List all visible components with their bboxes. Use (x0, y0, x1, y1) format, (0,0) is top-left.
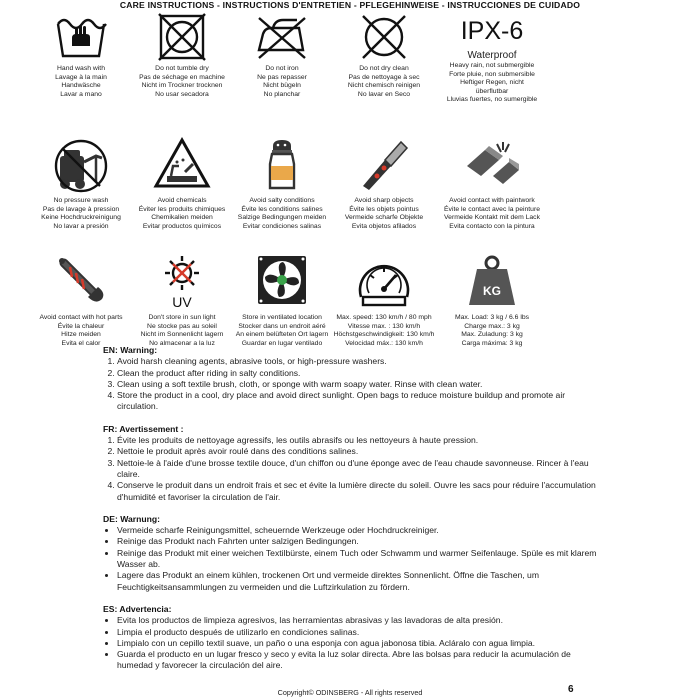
copyright-footer: Copyright© ODINSBERG - All rights reserved (277, 688, 423, 697)
avoid-paintwork-icon (463, 136, 521, 194)
list-item: • Vermeide scharfe Reinigungsmittel, scheuernde Werkzeuge oder Hochdruckreiniger. (117, 525, 603, 536)
list-item: • Evita los productos de limpieza agresivos, las herramientas abrasivas y las lavadoras de alta presión. (117, 615, 603, 626)
warning-list (103, 525, 603, 593)
list-item: • Reinige das Produkt nach Fahrten unter salzigen Bedingungen. (117, 536, 603, 547)
no-dry-clean-cell (331, 12, 437, 99)
max-speed-icon (355, 253, 413, 311)
warning-section-de (103, 514, 603, 593)
list-item: 4. Store the product in a cool, dry place and avoid direct sunlight. Open bags to reduce moisture buildup and promote air circulation. (117, 390, 603, 413)
no-iron-cell (229, 12, 335, 99)
no-sunlight-caption: Don't store in sun light Ne stocke pas au soleil Nicht im Sonnenlicht lagern No almacenar a la luz (140, 314, 224, 347)
list-item: 3. Nettoie-le à l'aide d'une brosse textile douce, d'un chiffon ou d'une éponge avec de l'eau chaude savonneuse. Rincer à l'eau claire. (117, 458, 603, 481)
page-title: CARE INSTRUCTIONS - INSTRUCTIONS D'ENTRETIEN - PFLEGEHINWEISE - INSTRUCCIONES DE CUIDADO (119, 0, 581, 10)
ventilated-storage-caption: Store in ventilated location Stocker dans un endroit aéré An einem belüfteten Ort lagern Guardar en lugar ventilado (235, 314, 329, 347)
no-pressure-wash-icon (52, 136, 110, 194)
warning-section-fr (103, 424, 603, 503)
no-dry-clean-icon (355, 12, 413, 62)
list-item: 4. Conserve le produit dans un endroit frais et sec et évite la lumière directe du soleil. Ouvre les sacs pour réduire l'accumulation d'humidité et favoriser la circulation de l'air. (117, 480, 603, 503)
ventilated-storage-cell (229, 253, 335, 348)
no-pressure-wash-caption: No pressure wash Pas de lavage à pression Keine Hochdruckreinigung No lavar a presión (41, 197, 121, 230)
list-item: 2. Clean the product after riding in salty conditions. (117, 368, 603, 379)
max-load-icon (463, 253, 521, 311)
max-speed-caption: Max. speed: 130 km/h / 80 mph Vitesse max. : 130 km/h Höchstgeschwindigkeit: 130 km/h Velocidad máx.: 130 km/h (333, 314, 435, 347)
list-item: • Lagere das Produkt an einem kühlen, trockenen Ort und vermeide direktes Sonnenlicht. Öffne die Taschen, um Feuchtigkeitsansammlungen zu vermeiden und die Luftzirkulation zu fördern. (117, 570, 603, 593)
section-heading: DE: Warnung: (103, 513, 160, 524)
kg-label: KG (483, 284, 501, 298)
warning-list (103, 435, 603, 503)
hand-wash-icon (52, 12, 110, 62)
avoid-hot-parts-caption: Avoid contact with hot parts Évite la chaleur Hitze meiden Evita el calor (39, 314, 123, 347)
section-heading: EN: Warning: (103, 345, 158, 355)
no-pressure-wash-cell (28, 136, 134, 231)
avoid-paintwork-cell (434, 136, 550, 231)
no-iron-icon (253, 12, 311, 62)
hand-wash-cell (28, 12, 134, 99)
no-sunlight-icon (153, 253, 211, 311)
avoid-hot-parts-icon (52, 253, 110, 311)
list-item: 1. Avoid harsh cleaning agents, abrasive tools, or high-pressure washers. (117, 356, 603, 367)
ipx6-cell (434, 12, 550, 105)
icon-row-2 (41, 136, 600, 248)
no-dry-clean-caption: Do not dry clean Pas de nettoyage à sec Nicht chemisch reinigen No lavar en Seco (347, 65, 421, 98)
section-heading: FR: Avertissement : (103, 423, 184, 434)
uv-label: UV (172, 294, 192, 310)
no-sunlight-cell (129, 253, 235, 348)
ventilated-storage-icon (253, 253, 311, 311)
warning-list (103, 615, 603, 671)
list-item: • Guarda el producto en un lugar fresco y seco y evita la luz solar directa. Abre las bolsas para reducir la acumulación de humedad y favorecer la circulación del aire. (117, 649, 603, 672)
warning-list (103, 356, 603, 412)
avoid-hot-parts-cell (28, 253, 134, 348)
avoid-salt-icon (253, 136, 311, 194)
max-load-caption: Max. Load: 3 kg / 6.6 lbs Charge max.: 3 kg Max. Zuladung: 3 kg Carga máxima: 3 kg (454, 314, 530, 347)
list-item: • Reinige das Produkt mit einer weichen Textilbürste, einem Tuch oder Schwamm und warmer Seifenlauge. Spüle es mit klarem Wasser ab. (117, 548, 603, 571)
warning-section-en (103, 345, 603, 413)
no-tumble-dry-cell (129, 12, 235, 99)
waterproof-label: Waterproof (467, 50, 517, 61)
warning-section-es (103, 604, 603, 672)
max-load-cell (434, 253, 550, 348)
section-heading: ES: Advertencia: (103, 603, 172, 614)
no-tumble-dry-icon (153, 12, 211, 62)
icon-row-1 (55, 12, 600, 124)
avoid-sharp-objects-icon (355, 136, 413, 194)
ipx6-rating: IPX-6 (460, 17, 524, 45)
avoid-sharp-objects-caption: Avoid sharp objects Évite les objets pointus Vermeide scharfe Objekte Evita objetos afilados (344, 197, 424, 230)
avoid-sharp-objects-cell (331, 136, 437, 231)
max-speed-cell (331, 253, 437, 348)
care-icon-grid (39, 12, 600, 365)
ipx6-caption: Heavy rain, not submergible Forte pluie, non submersible Heftiger Regen, nicht überflutbar Lluvias fuertes, no sumergible (446, 62, 538, 104)
page-number: 6 (568, 684, 574, 695)
avoid-chemicals-caption: Avoid chemicals Éviter les produits chimiques Chemikalien meiden Evitar productos químicos (138, 197, 226, 230)
list-item: • Limpia el producto después de utilizarlo en condiciones salinas. (117, 627, 603, 638)
hand-wash-caption: Hand wash with Lavage à la main Handwäsche Lavar a mano (55, 65, 107, 98)
avoid-paintwork-caption: Avoid contact with paintwork Évite le contact avec la peinture Vermeide Kontakt mit dem Lack Evita contacto con la pintura (444, 197, 540, 230)
avoid-chemicals-icon (153, 136, 211, 194)
list-item: 3. Clean using a soft textile brush, cloth, or sponge with warm soapy water. Rinse with clean water. (117, 379, 603, 390)
avoid-salt-cell (229, 136, 335, 231)
list-item: 2. Nettoie le produit après avoir roulé dans des conditions salines. (117, 446, 603, 457)
list-item: • Limpialo con un cepillo textil suave, un paño o una esponja con agua jabonosa tibia. Acláralo con agua limpia. (117, 638, 603, 649)
no-iron-caption: Do not iron Ne pas repasser Nicht bügeln No planchar (257, 65, 307, 98)
avoid-salt-caption: Avoid salty conditions Évite les conditions salines Salzige Bedingungen meiden Evitar condiciones salinas (237, 197, 327, 230)
no-tumble-dry-caption: Do not tumble dry Pas de séchage en machine Nicht im Trockner trocknen No usar secadora (139, 65, 225, 98)
list-item: 1. Évite les produits de nettoyage agressifs, les outils abrasifs ou les nettoyeurs à haute pression. (117, 435, 603, 446)
warnings-text (103, 345, 603, 683)
avoid-chemicals-cell (129, 136, 235, 231)
